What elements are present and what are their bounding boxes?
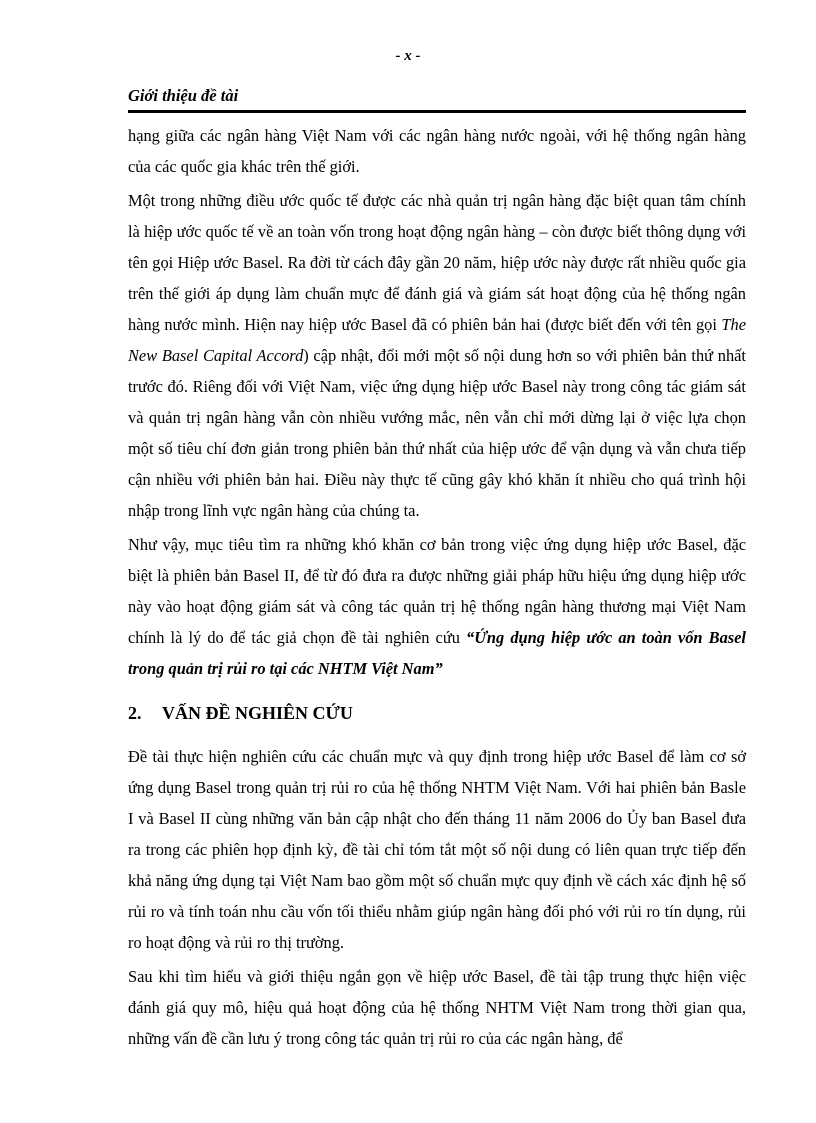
paragraph (128, 961, 746, 1054)
paragraph-segment: The New Basel Capital Accord (128, 315, 746, 365)
page-header (128, 86, 746, 113)
paragraph-segment: Đề tài thực hiện nghiên cứu các chuẩn mực và quy định trong hiệp ước Basel để làm cơ sở ứng dụng Basel trong quản trị rủi ro của hệ thống NHTM Việt Nam. Với hai phiên bản Basle I và Basel II cùng những văn bản cập nhật cho đến tháng 11 năm 2006 do Ủy ban Basel đưa ra trong các phiên họp định kỳ, đề tài chỉ tóm tắt một số nội dung có liên quan trực tiếp đến khả năng ứng dụng tại Việt Nam bao gồm một số chuẩn mực quy định về cách xác định hệ số rủi ro và tính toán nhu cầu vốn tối thiểu nhằm giúp ngân hàng đối phó với rủi ro tín dụng, rủi ro hoạt động và rủi ro thị trường. (128, 747, 746, 952)
paragraph (128, 185, 746, 526)
page-number: - x - (395, 48, 421, 64)
section-heading-text: VẤN ĐỀ NGHIÊN CỨU (162, 703, 353, 723)
paragraph (128, 120, 746, 182)
paragraph-segment: Một trong những điều ước quốc tế được các nhà quản trị ngân hàng đặc biệt quan tâm chính là hiệp ước quốc tế về an toàn vốn trong hoạt động ngân hàng – còn được biết thông dụng với tên gọi Hiệp ước Basel. Ra đời từ cách đây gần 20 năm, hiệp ước này được rất nhiều quốc gia trên thế giới áp dụng làm chuẩn mực để đánh giá và giám sát hoạt động của hệ thống ngân hàng nước mình. Hiện nay hiệp ước Basel đã có phiên bản hai (được biết đến với tên gọi (128, 191, 746, 334)
paragraph-segment: hạng giữa các ngân hàng Việt Nam với các ngân hàng nước ngoài, với hệ thống ngân hàng của các quốc gia khác trên thế giới. (128, 126, 746, 176)
section-heading (128, 698, 746, 729)
paragraph-segment: “Ứng dụng hiệp ước an toàn vốn Basel trong quản trị rủi ro tại các NHTM Việt Nam” (128, 628, 746, 678)
paragraph-segment: Sau khi tìm hiểu và giới thiệu ngắn gọn về hiệp ước Basel, đề tài tập trung thực hiện việc đánh giá quy mô, hiệu quả hoạt động của hệ thống NHTM Việt Nam trong thời gian qua, những vấn đề cần lưu ý trong công tác quản trị rủi ro của các ngân hàng, để (128, 967, 746, 1048)
paragraph (128, 529, 746, 684)
paragraph-segment: ) cập nhật, đổi mới một số nội dung hơn so với phiên bản thứ nhất trước đó. Riêng đối với Việt Nam, việc ứng dụng hiệp ước Basel này trong công tác giám sát và quản trị ngân hàng vẫn còn nhiều vướng mắc, nên vẫn chỉ mới dừng lại ở việc lựa chọn một số tiêu chí đơn giản trong phiên bản thứ nhất của hiệp ước để vận dụng và vẫn chưa tiếp cận nhiều với phiên bản hai. Điều này thực tế cũng gây khó khăn ít nhiều cho quá trình hội nhập trong lĩnh vực ngân hàng của chúng ta. (128, 346, 746, 520)
paragraph-segment: Như vậy, mục tiêu tìm ra những khó khăn cơ bản trong việc ứng dụng hiệp ước Basel, đặc biệt là phiên bản Basel II, để từ đó đưa ra được những giải pháp hữu hiệu ứng dụng hiệp ước này vào hoạt động giám sát và công tác quản trị hệ thống ngân hàng thương mại Việt Nam chính là lý do để tác giả chọn đề tài nghiên cứu (128, 535, 746, 647)
document-content (128, 120, 746, 1057)
section-heading-number: 2. (128, 703, 142, 723)
paragraph (128, 741, 746, 958)
header-title: Giới thiệu đề tài (128, 86, 239, 105)
